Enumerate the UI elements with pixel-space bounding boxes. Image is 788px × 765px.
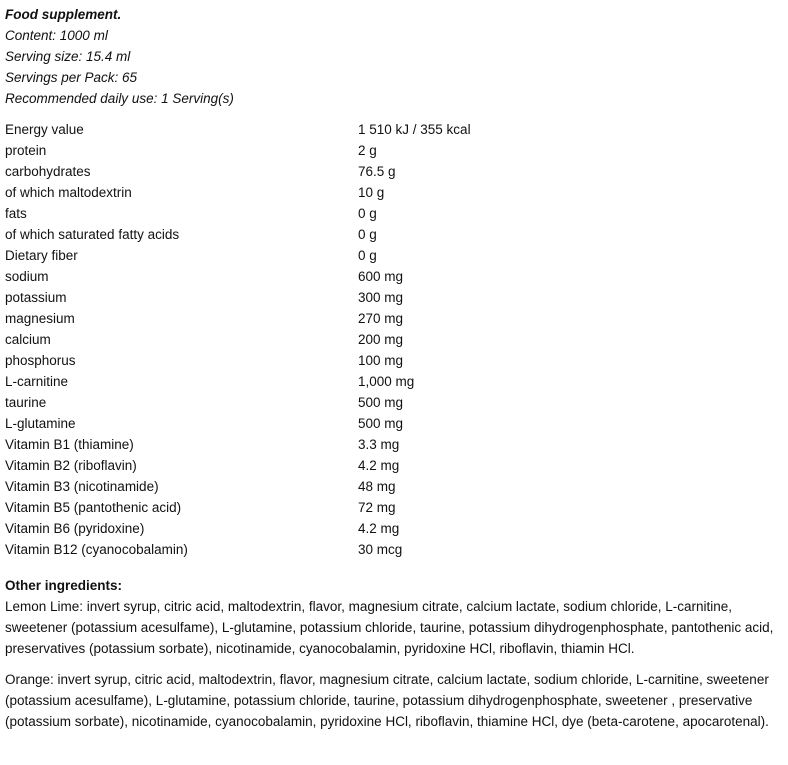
- nutrient-name: Vitamin B1 (thiamine): [5, 437, 134, 452]
- nutrient-value: 500 mg: [358, 416, 404, 431]
- nutrient-value: 1 510 kJ / 355 kcal: [358, 122, 471, 137]
- nutrient-name: potassium: [5, 290, 67, 305]
- nutrient-value: 4.2 mg: [358, 521, 400, 536]
- table-row: [5, 392, 471, 413]
- table-row: [5, 266, 471, 287]
- nutrient-value: 600 mg: [358, 269, 404, 284]
- table-row: [5, 182, 471, 203]
- nutrient-name: L-glutamine: [5, 416, 76, 431]
- table-row: [5, 287, 471, 308]
- nutrient-value: 30 mcg: [358, 542, 403, 557]
- nutrient-name: of which saturated fatty acids: [5, 227, 180, 242]
- table-row: [5, 329, 471, 350]
- table-row: [5, 203, 471, 224]
- nutrient-name: Dietary fiber: [5, 248, 78, 263]
- content-volume: Content: 1000 ml: [5, 28, 108, 43]
- orange-ingredients: Orange: invert syrup, citric acid, maltodextrin, flavor, magnesium citrate, calcium lactate, sodium chloride, L-carnitine, sweetener (potassium acesulfame), L-glutamine, potassium chloride, taurine, potassium dihydrogenphosphate, sweetener , preservative (potassium sorbate), nicotinamide, cyanocobalamin, pyridoxine HCl, riboflavin, thiamine HCl, dye (beta-carotene, apocarotenal).: [5, 672, 769, 729]
- nutrient-value: 500 mg: [358, 395, 404, 410]
- nutrient-value: 1,000 mg: [358, 374, 415, 389]
- nutrient-value: 0 g: [358, 206, 377, 221]
- table-row: [5, 434, 471, 455]
- nutrient-name: Vitamin B3 (nicotinamide): [5, 479, 159, 494]
- nutrient-value: 200 mg: [358, 332, 404, 347]
- table-row: [5, 140, 471, 161]
- table-row: [5, 476, 471, 497]
- nutrient-name: of which maltodextrin: [5, 185, 132, 200]
- table-row: [5, 371, 471, 392]
- nutrient-name: calcium: [5, 332, 51, 347]
- product-intro: [5, 4, 788, 109]
- table-row: [5, 224, 471, 245]
- table-row: [5, 308, 471, 329]
- nutrient-name: sodium: [5, 269, 49, 284]
- table-row: [5, 497, 471, 518]
- nutrient-name: Vitamin B6 (pyridoxine): [5, 521, 145, 536]
- table-row: [5, 455, 471, 476]
- lemon-lime-ingredients: Lemon Lime: invert syrup, citric acid, maltodextrin, flavor, magnesium citrate, calcium lactate, sodium chloride, L-carnitine, sweetener (potassium acesulfame), L-glutamine, potassium chloride, taurine, potassium dihydrogenphosphate, pantothenic acid, preservatives (potassium sorbate), nicotinamide, cyanocobalamin, pyridoxine HCl, riboflavin, thiamin HCl.: [5, 599, 774, 656]
- nutrient-name: phosphorus: [5, 353, 76, 368]
- nutrition-table: [5, 119, 471, 560]
- nutrient-value: 10 g: [358, 185, 385, 200]
- nutrient-value: 0 g: [358, 227, 377, 242]
- nutrient-value: 76.5 g: [358, 164, 396, 179]
- servings-per-pack: Servings per Pack: 65: [5, 70, 138, 85]
- nutrient-value: 4.2 mg: [358, 458, 400, 473]
- nutrient-name: protein: [5, 143, 47, 158]
- table-row: [5, 539, 471, 560]
- nutrient-value: 48 mg: [358, 479, 396, 494]
- nutrient-name: magnesium: [5, 311, 75, 326]
- table-row: [5, 350, 471, 371]
- nutrient-value: 0 g: [358, 248, 377, 263]
- nutrient-value: 270 mg: [358, 311, 404, 326]
- nutrient-value: 300 mg: [358, 290, 404, 305]
- nutrient-value: 72 mg: [358, 500, 396, 515]
- nutrient-name: Vitamin B2 (riboflavin): [5, 458, 137, 473]
- table-row: [5, 161, 471, 182]
- nutrient-value: 100 mg: [358, 353, 404, 368]
- other-ingredients-heading: Other ingredients:: [5, 578, 123, 593]
- nutrient-name: L-carnitine: [5, 374, 69, 389]
- nutrient-name: fats: [5, 206, 27, 221]
- table-row: [5, 119, 471, 140]
- nutrient-value: 3.3 mg: [358, 437, 400, 452]
- other-ingredients-section: [5, 575, 788, 732]
- nutrient-name: taurine: [5, 395, 47, 410]
- table-row: [5, 518, 471, 539]
- recommended-daily-use: Recommended daily use: 1 Serving(s): [5, 91, 234, 106]
- nutrient-name: Vitamin B5 (pantothenic acid): [5, 500, 182, 515]
- table-row: [5, 245, 471, 266]
- nutrient-name: Vitamin B12 (cyanocobalamin): [5, 542, 188, 557]
- nutrient-value: 2 g: [358, 143, 377, 158]
- product-type-title: Food supplement.: [5, 7, 122, 22]
- table-row: [5, 413, 471, 434]
- nutrient-name: Energy value: [5, 122, 84, 137]
- serving-size: Serving size: 15.4 ml: [5, 49, 131, 64]
- nutrient-name: carbohydrates: [5, 164, 91, 179]
